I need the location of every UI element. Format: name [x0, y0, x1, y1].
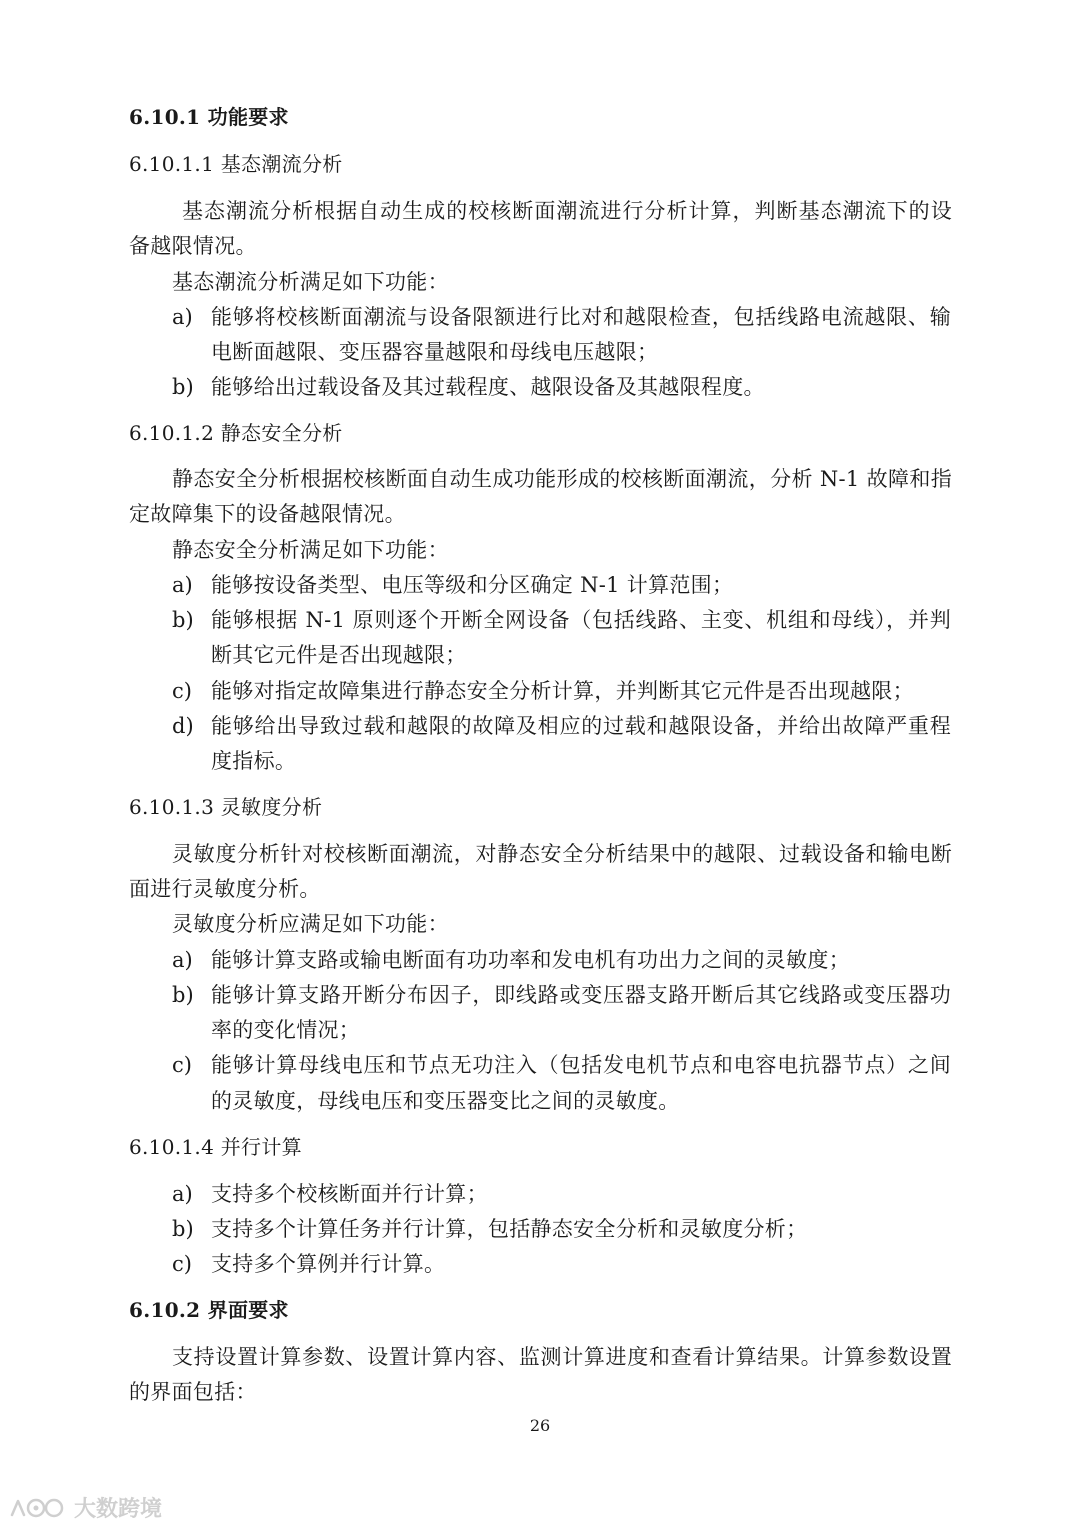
list-marker: d) — [172, 714, 194, 738]
section-heading: 6.10.2 界面要求 — [129, 1298, 289, 1322]
paragraph-line: 基态潮流分析满足如下功能： — [172, 270, 449, 294]
list-marker: c) — [172, 1252, 192, 1276]
section-heading: 6.10.1 功能要求 — [129, 105, 289, 129]
paragraph-line: 静态安全分析满足如下功能： — [172, 538, 449, 562]
paragraph-line: 灵敏度分析针对校核断面潮流，对静态安全分析结果中的越限、过载设备和输电断 — [172, 842, 952, 866]
paragraph-line: 静态安全分析根据校核断面自动生成功能形成的校核断面潮流，分析 N-1 故障和指 — [172, 467, 952, 491]
list-marker: b) — [172, 608, 194, 632]
list-item-line: 断其它元件是否出现越限； — [211, 643, 467, 667]
subsection-heading: 6.10.1.1 基态潮流分析 — [129, 152, 343, 176]
list-item-line: 支持多个校核断面并行计算； — [211, 1182, 488, 1206]
list-marker: a) — [172, 1182, 193, 1206]
list-item-line: 率的变化情况； — [211, 1018, 361, 1042]
list-marker: b) — [172, 983, 194, 1007]
list-item-line: 能够给出导致过载和越限的故障及相应的过载和越限设备，并给出故障严重程 — [211, 714, 951, 738]
list-marker: a) — [172, 573, 193, 597]
paragraph-line: 定故障集下的设备越限情况。 — [129, 502, 406, 526]
list-item-line: 能够按设备类型、电压等级和分区确定 N-1 计算范围； — [211, 573, 734, 597]
watermark — [8, 1492, 162, 1523]
page-number: 26 — [529, 1416, 551, 1435]
watermark-logo-icon — [8, 1495, 70, 1521]
list-item-line: 能够计算母线电压和节点无功注入（包括发电机节点和电容电抗器节点）之间 — [211, 1053, 951, 1077]
paragraph-line: 备越限情况。 — [129, 234, 257, 258]
paragraph-line: 的界面包括： — [129, 1380, 257, 1404]
watermark-text: 大数跨境 — [74, 1497, 163, 1522]
list-item-line: 能够给出过载设备及其过载程度、越限设备及其越限程度。 — [211, 375, 765, 399]
list-item-line: 支持多个计算任务并行计算，包括静态安全分析和灵敏度分析； — [211, 1217, 808, 1241]
list-item-line: 能够将校核断面潮流与设备限额进行比对和越限检查，包括线路电流越限、输 — [211, 305, 951, 329]
list-item-line: 能够对指定故障集进行静态安全分析计算，并判断其它元件是否出现越限； — [211, 679, 914, 703]
list-item-line: 能够计算支路开断分布因子，即线路或变压器支路开断后其它线路或变压器功 — [211, 983, 951, 1007]
list-item-line: 能够计算支路或输电断面有功功率和发电机有功出力之间的灵敏度； — [211, 948, 850, 972]
list-item-line: 支持多个算例并行计算。 — [211, 1252, 446, 1276]
paragraph-line: 面进行灵敏度分析。 — [129, 877, 321, 901]
list-marker: a) — [172, 948, 193, 972]
subsection-heading: 6.10.1.3 灵敏度分析 — [129, 795, 323, 819]
list-marker: c) — [172, 679, 192, 703]
paragraph-line: 基态潮流分析根据自动生成的校核断面潮流进行分析计算，判断基态潮流下的设 — [182, 199, 952, 223]
list-marker: c) — [172, 1053, 192, 1077]
list-marker: b) — [172, 1217, 194, 1241]
list-item-line: 电断面越限、变压器容量越限和母线电压越限； — [211, 340, 659, 364]
list-item-line: 度指标。 — [211, 749, 297, 773]
subsection-heading: 6.10.1.2 静态安全分析 — [129, 421, 343, 445]
subsection-heading: 6.10.1.4 并行计算 — [129, 1135, 302, 1159]
paragraph-line: 支持设置计算参数、设置计算内容、监测计算进度和查看计算结果。计算参数设置 — [172, 1345, 952, 1369]
list-marker: a) — [172, 305, 193, 329]
paragraph-line: 灵敏度分析应满足如下功能： — [172, 912, 449, 936]
list-item-line: 能够根据 N-1 原则逐个开断全网设备（包括线路、主变、机组和母线），并判 — [211, 608, 951, 632]
list-marker: b) — [172, 375, 194, 399]
list-item-line: 的灵敏度，母线电压和变压器变比之间的灵敏度。 — [211, 1089, 680, 1113]
